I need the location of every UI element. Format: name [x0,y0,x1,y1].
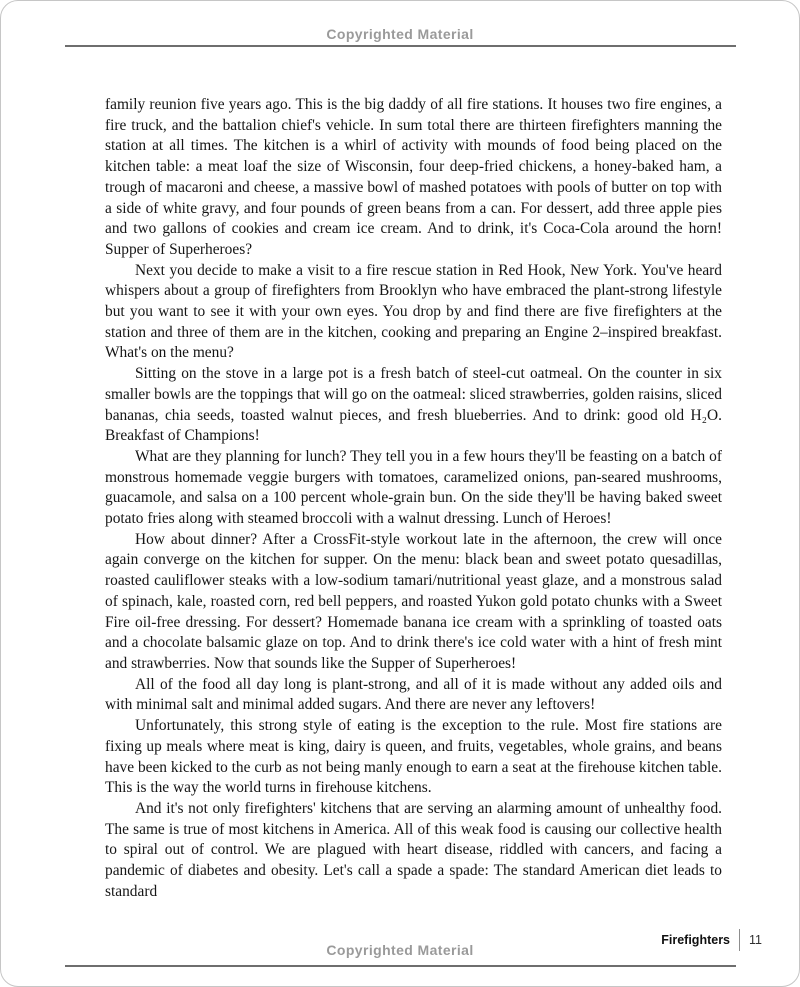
page-body [105,95,722,902]
header-rule [65,45,736,47]
paragraph: How about dinner? After a CrossFit-style workout late in the afternoon, the crew will once again converge on the kitchen for supper. On the menu: black bean and sweet potato quesadillas, roasted cauliflower steaks with a low-sodium tamari/nutritional yeast glaze, and a monstrous salad of spinach, kale, roasted corn, red bell peppers, and roasted Yukon gold potato chunks with a Sweet Fire oil-free dressing. For dessert? Homemade banana ice cream with a sprinkling of toasted oats and a chocolate balsamic glaze on top. And to drink there's ice cold water with a hint of fresh mint and strawberries. Now that sounds like the Supper of Superheroes! [105,530,722,672]
page-number: 11 [749,933,762,947]
paragraph: family reunion five years ago. This is the big daddy of all fire stations. It houses two fire engines, a fire truck, and the battalion chief's vehicle. In sum total there are thirteen firefighters manning the station at all times. The kitchen is a whirl of activity with mounds of food being placed on the kitchen table: a meat loaf the size of Wisconsin, four deep-fried chickens, a honey-baked ham, a trough of macaroni and cheese, a massive bowl of mashed potatoes with pools of butter on top with a side of white gravy, and four pounds of green beans from a can. For dessert, add three apple pies and two gallons of cookies and cream ice cream. And to drink, it's Coca-Cola around the horn! Supper of Superheroes? [105,96,722,258]
copyright-watermark-top: Copyrighted Material [326,26,474,42]
paragraph: Next you decide to make a visit to a fire rescue station in Red Hook, New York. You've heard whispers about a group of firefighters from Brooklyn who have embraced the plant-strong lifestyle but you want to see it with your own eyes. You drop by and find there are five firefighters at the station and three of them are in the kitchen, cooking and preparing an Engine 2–inspired breakfast. What's on the menu? [105,261,722,362]
paragraph: Unfortunately, this strong style of eating is the exception to the rule. Most fire stations are fixing up meals where meat is king, dairy is queen, and fruits, vegetables, whole grains, and beans have been kicked to the curb as not being manly enough to earn a seat at the firehouse kitchen table. This is the way the world turns in firehouse kitchens. [105,717,722,797]
paragraph: All of the food all day long is plant-strong, and all of it is made without any added oils and with minimal salt and minimal added sugars. And there are never any leftovers! [105,675,722,714]
paragraph: And it's not only firefighters' kitchens that are serving an alarming amount of unhealthy food. The same is true of most kitchens in America. All of this weak food is causing our collective health to spiral out of control. We are plagued with heart disease, riddled with cancers, and facing a pandemic of diabetes and obesity. Let's call a spade a spade: The standard American diet leads to standard [105,799,722,900]
copyright-watermark-bottom: Copyrighted Material [326,942,474,958]
paragraph: What are they planning for lunch? They tell you in a few hours they'll be feasting on a batch of monstrous homemade veggie burgers with tomatoes, caramelized onions, pan-seared mushrooms, guacamole, and salsa on a 100 percent whole-grain bun. On the side they'll be having baked sweet potato fries along with steamed broccoli with a walnut dressing. Lunch of Heroes! [105,447,722,528]
paragraph: Sitting on the stove in a large pot is a fresh batch of steel-cut oatmeal. On the counter in six smaller bowls are the toppings that will go on the oatmeal: sliced strawberries, golden raisins, sliced bananas, chia seeds, toasted walnut pieces, and fresh blueberries. And to drink: good old H₂O. Breakfast of Champions! [105,365,722,445]
chapter-title: Firefighters [661,933,731,947]
footer-rule [65,965,736,967]
